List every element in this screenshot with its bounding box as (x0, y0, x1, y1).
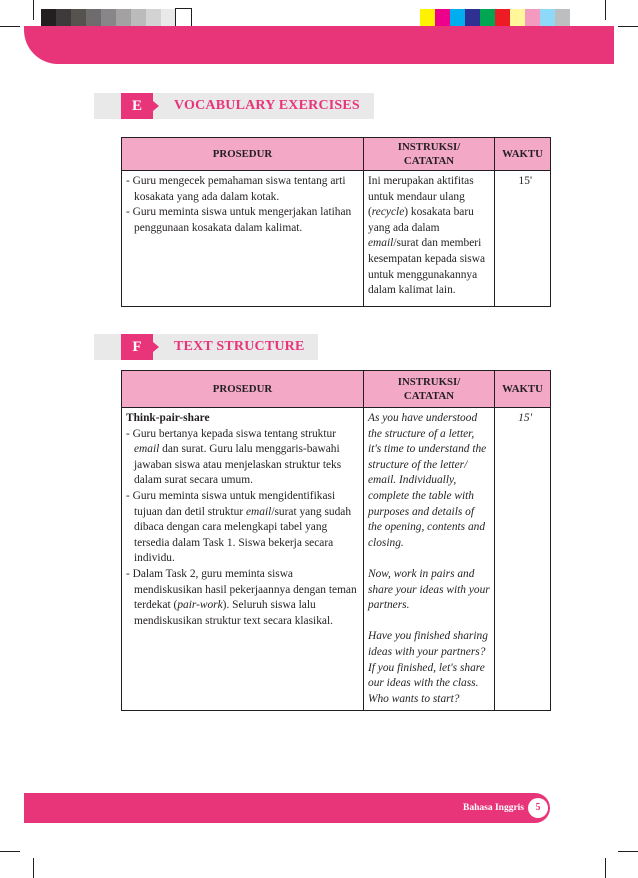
instruction-paragraph: Have you finished sharing ideas with your partners? If you finished, let's share our ideas with the class. Who wants to start? (368, 630, 488, 705)
list-text: ). Seluruh siswa lalu mendiskusikan struktur text secara klasikal. (134, 599, 333, 627)
color-swatch (525, 9, 540, 26)
footer-book-title: Bahasa Inggris (463, 803, 524, 813)
table-header-row (122, 138, 551, 171)
gray-swatch (131, 9, 146, 26)
color-swatch (510, 9, 525, 26)
instruction-paragraph: As you have understood the structure of a letter, it's time to understand the structure of the letter/ email. Individually, complete the table with purposes and details of the opening, contents and closing. (368, 412, 487, 549)
prosedur-cell (122, 408, 364, 711)
instruksi-italic-email: email (368, 237, 394, 250)
list-italic-email: email (246, 505, 272, 518)
header-instruksi-line1: INSTRUKSI/ (397, 376, 461, 388)
crop-mark (618, 26, 638, 27)
color-swatch (450, 9, 465, 26)
header-instruksi (364, 371, 495, 408)
gray-swatch (41, 9, 56, 26)
waktu-cell: 15' (495, 171, 551, 307)
section-f-title: TEXT STRUCTURE (174, 339, 305, 354)
instruksi-italic-recycle: recycle (371, 206, 405, 219)
color-swatch (480, 9, 495, 26)
instruction-paragraph: Now, work in pairs and share your ideas with your partners. (368, 567, 490, 612)
list-italic-email: email (134, 443, 160, 456)
color-swatch (495, 9, 510, 26)
instruksi-cell (364, 408, 495, 711)
section-e-arrow-icon (153, 101, 159, 111)
instruksi-text: Ini merupakan aktifitas untuk mendaur ulang ( (368, 175, 474, 219)
waktu-cell: 15' (495, 408, 551, 711)
list-item: - Guru mengecek pemahaman siswa tentang arti kosakata yang ada dalam kotak. (126, 175, 346, 203)
color-swatch (435, 9, 450, 26)
crop-mark (0, 26, 20, 27)
color-swatch (540, 9, 555, 26)
gray-swatch (56, 9, 71, 26)
header-instruksi (364, 138, 495, 171)
crop-mark (605, 858, 606, 878)
gray-swatch (101, 9, 116, 26)
color-swatch (420, 9, 435, 26)
section-f-letter: F (121, 334, 153, 360)
color-swatch (555, 9, 570, 26)
vocabulary-table (121, 137, 551, 307)
header-prosedur: PROSEDUR (122, 138, 364, 171)
table-row (122, 171, 551, 307)
method-heading: Think-pair-share (126, 412, 210, 424)
table-row (122, 408, 551, 711)
instruksi-text: ) kosakata baru yang ada dalam (368, 206, 474, 234)
header-instruksi-line1: INSTRUKSI/ (397, 141, 461, 153)
crop-mark (33, 0, 34, 20)
crop-mark (0, 851, 20, 852)
crop-mark (33, 858, 34, 878)
gray-swatch (176, 9, 191, 26)
list-item (126, 489, 359, 567)
list-text: /surat yang sudah dibaca dengan cara melengkapi tabel yang tersedia dalam Task 1. Siswa bekerja secara individu. (134, 505, 352, 565)
list-item (126, 427, 359, 489)
section-e-letter: E (121, 93, 153, 119)
table-header-row (122, 371, 551, 408)
list-item: - Guru meminta siswa untuk mengerjakan latihan penggunaan kosakata dalam kalimat. (126, 206, 352, 234)
instruksi-cell (364, 171, 495, 307)
list-item (126, 567, 359, 629)
header-prosedur: PROSEDUR (122, 371, 364, 408)
gray-swatch (161, 9, 176, 26)
page-number: 5 (528, 798, 548, 818)
prosedur-cell (122, 171, 364, 307)
header-waktu: WAKTU (495, 138, 551, 171)
section-f-arrow-icon (153, 342, 159, 352)
crop-mark (618, 851, 638, 852)
list-text: - Guru meminta siswa untuk mengidentifikasi tujuan dan detil struktur (126, 489, 336, 518)
gray-swatch (86, 9, 101, 26)
header-band (24, 26, 614, 64)
list-italic-pairwork: pair-work (177, 599, 223, 612)
color-swatch (465, 9, 480, 26)
header-waktu: WAKTU (495, 371, 551, 408)
list-text: - Dalam Task 2, guru meminta siswa mendiskusikan hasil pekerjaannya dengan teman terdekat ( (126, 567, 357, 612)
instruksi-text: /surat dan memberi kesempatan kepada siswa untuk menggunakannya dalam kalimat lain. (368, 237, 486, 297)
section-e-title: VOCABULARY EXERCISES (174, 98, 360, 113)
gray-swatch (146, 9, 161, 26)
header-catatan-line2: CATATAN (403, 155, 455, 167)
crop-mark (605, 0, 606, 20)
list-text: dan surat. Guru lalu menggaris-bawahi jawaban siswa atau menjelaskan struktur teks dalam surat secara umum. (134, 443, 342, 487)
text-structure-table (121, 370, 551, 711)
gray-swatch (71, 9, 86, 26)
gray-swatch (116, 9, 131, 26)
list-text: - Guru bertanya kepada siswa tentang struktur (126, 427, 337, 440)
header-catatan-line2: CATATAN (403, 390, 455, 402)
